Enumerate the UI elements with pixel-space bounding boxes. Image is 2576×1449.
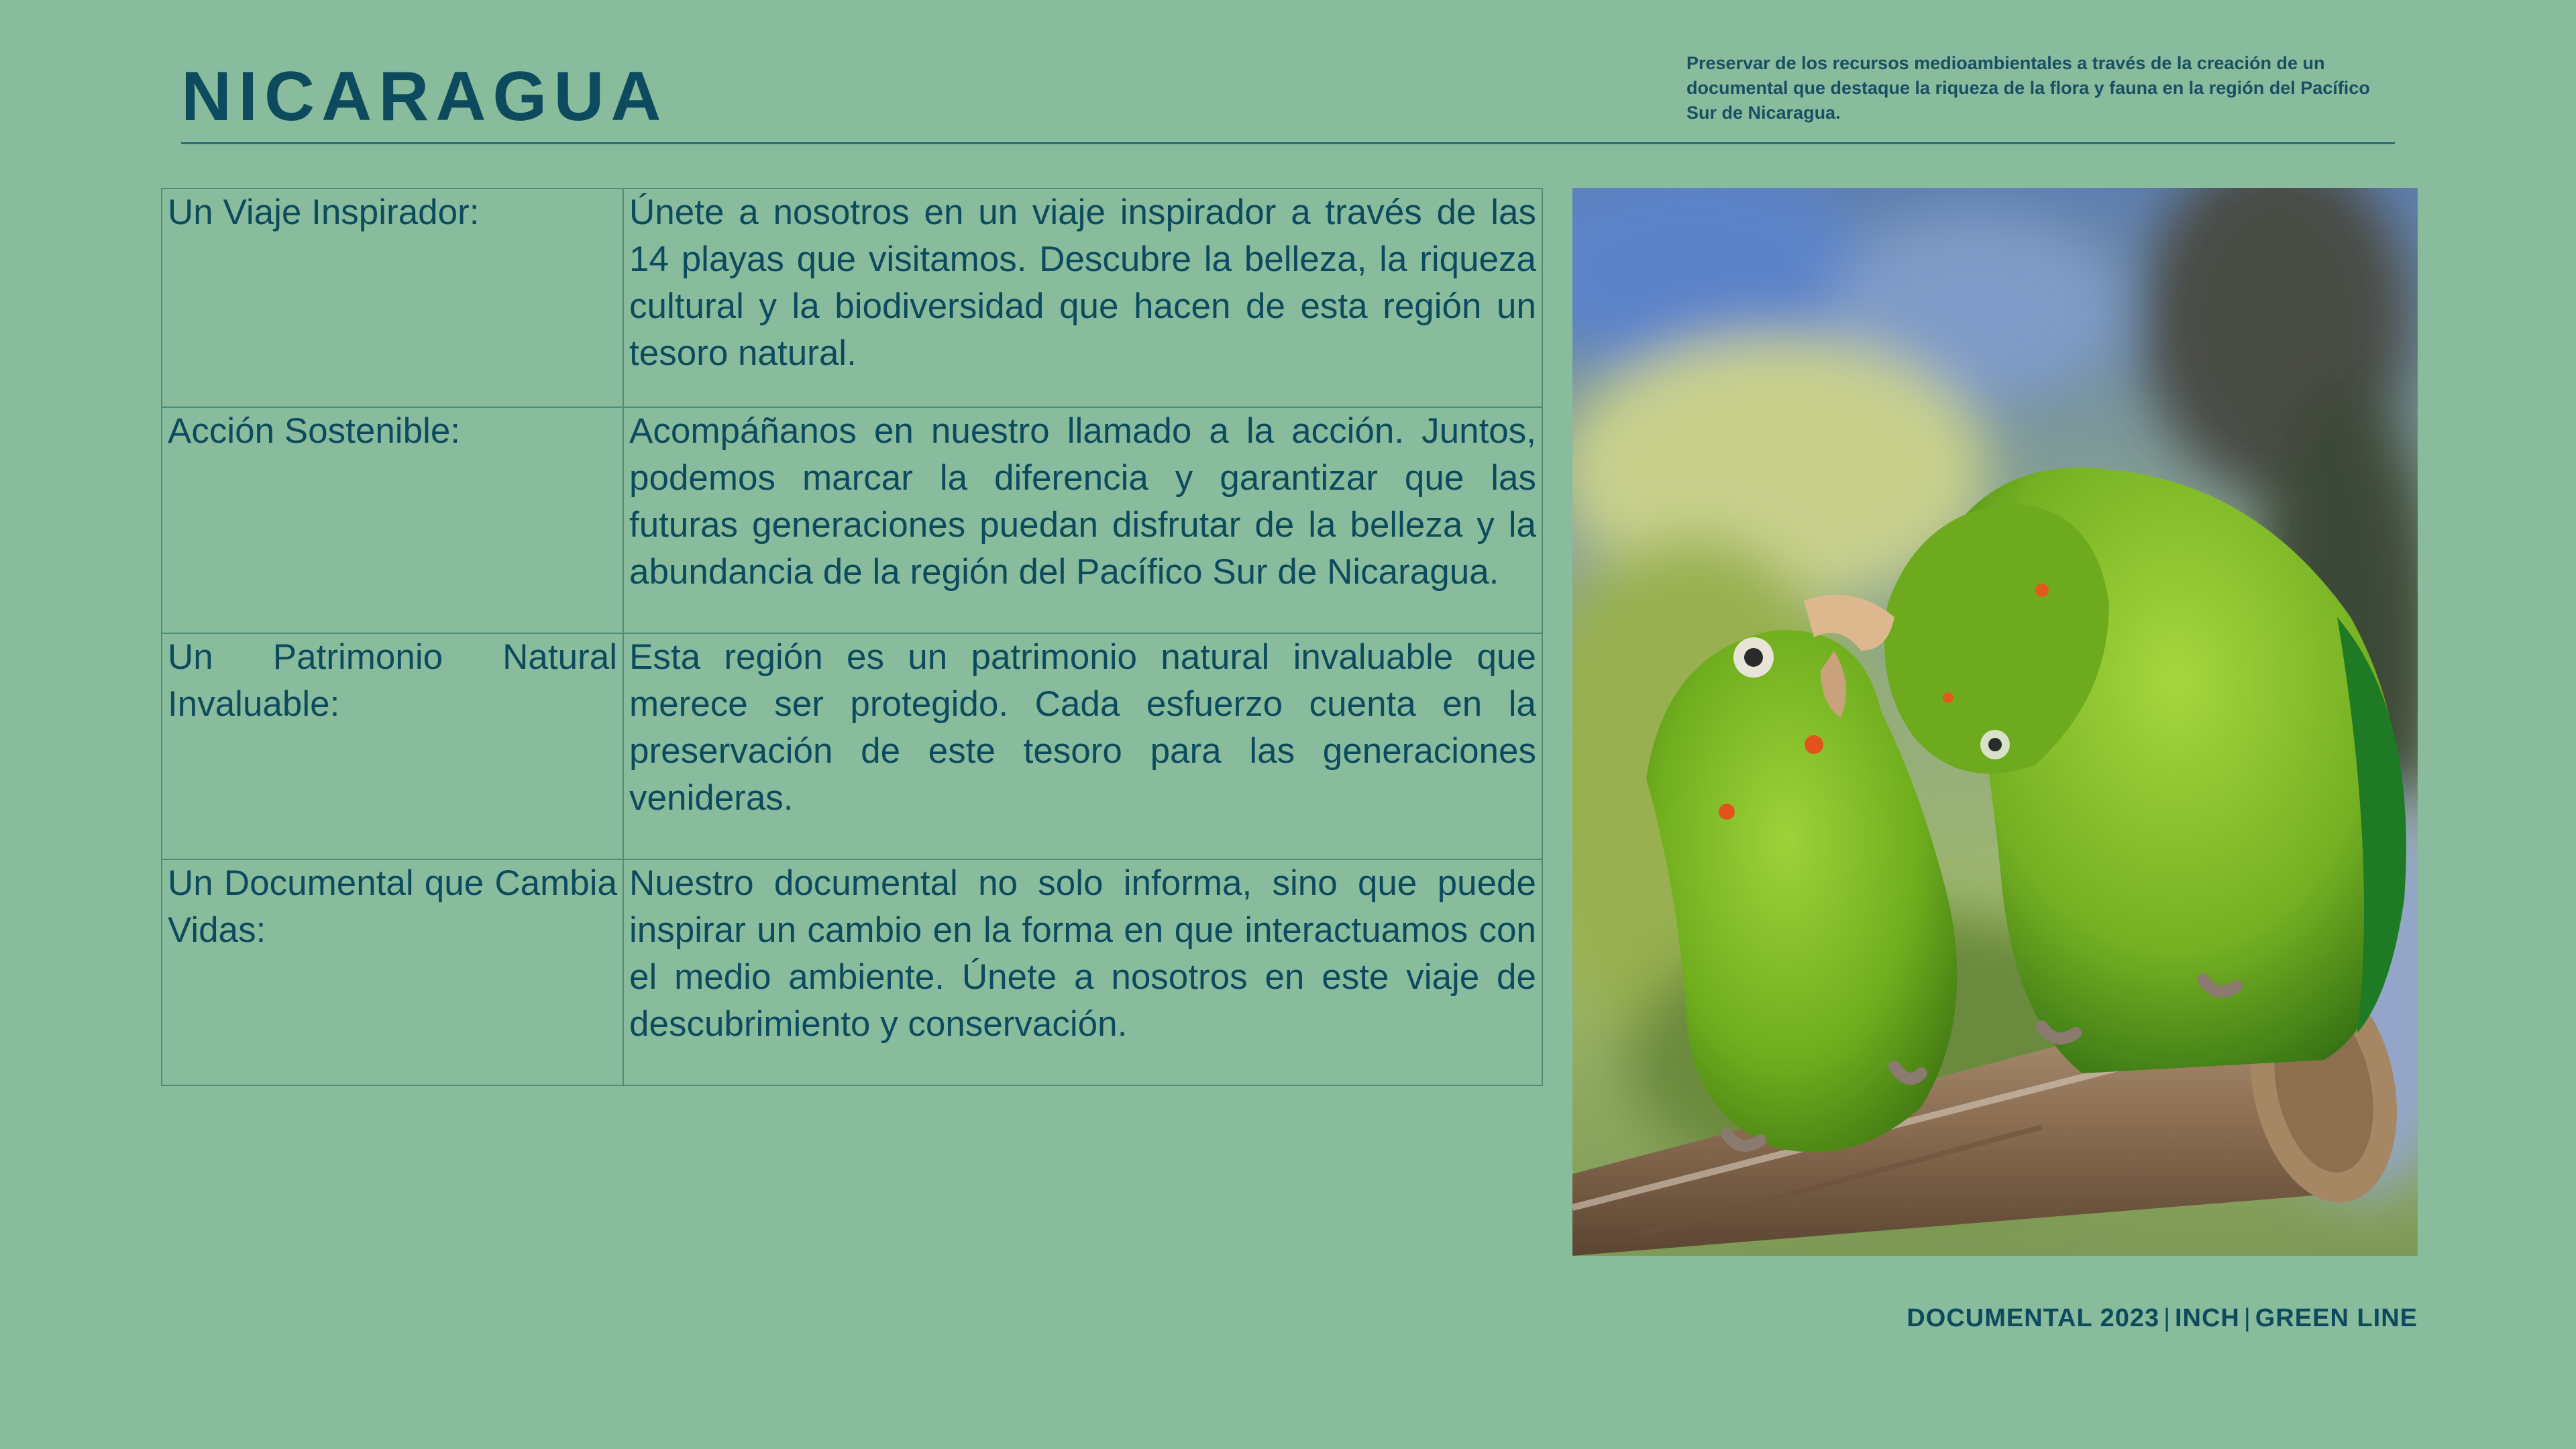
footer-inch: INCH xyxy=(2174,1304,2240,1332)
footer-documental: DOCUMENTAL 2023 xyxy=(1907,1304,2160,1332)
info-table xyxy=(161,188,1543,1086)
footer-credits xyxy=(1907,1304,2418,1333)
row-text: Esta región es un patrimonio natural invaluable que merece ser protegido. Cada esfuerzo cuenta en la preservación de este tesoro para las generaciones venideras. xyxy=(623,633,1542,859)
footer-separator: | xyxy=(2243,1304,2251,1332)
table-row xyxy=(162,633,1542,859)
table-row xyxy=(162,407,1542,633)
footer-green-line: GREEN LINE xyxy=(2255,1304,2418,1332)
page-title: NICARAGUA xyxy=(181,58,668,136)
row-label: Un Documental que Cambia Vidas: xyxy=(162,859,623,1085)
parrots-illustration xyxy=(1572,188,2418,1256)
footer-separator: | xyxy=(2163,1304,2171,1332)
table-row xyxy=(162,189,1542,407)
row-label: Un Viaje Inspirador: xyxy=(162,189,623,407)
header-divider xyxy=(181,142,2395,144)
parrots-photo xyxy=(1572,188,2418,1256)
row-text: Nuestro documental no solo informa, sino que puede inspirar un cambio en la forma en que interactuamos con el medio ambiente. Únete a nosotros en este viaje de descubrimiento y conservación. xyxy=(623,859,1542,1085)
row-text: Únete a nosotros en un viaje inspirador a través de las 14 playas que visitamos. Descubre la belleza, la riqueza cultural y la biodiversidad que hacen de esta región un tesoro natural. xyxy=(623,189,1542,407)
row-text: Acompáñanos en nuestro llamado a la acción. Juntos, podemos marcar la diferencia y garantizar que las futuras generaciones puedan disfrutar de la belleza y la abundancia de la región del Pacífico Sur de Nicaragua. xyxy=(623,407,1542,633)
row-label: Acción Sostenible: xyxy=(162,407,623,633)
row-label: Un Patrimonio Natural Invaluable: xyxy=(162,633,623,859)
tagline-text: Preservar de los recursos medioambientales a través de la creación de un documental que destaque la riqueza de la flora y fauna en la región del Pacífico Sur de Nicaragua. xyxy=(1686,53,2370,123)
table-row xyxy=(162,859,1542,1085)
